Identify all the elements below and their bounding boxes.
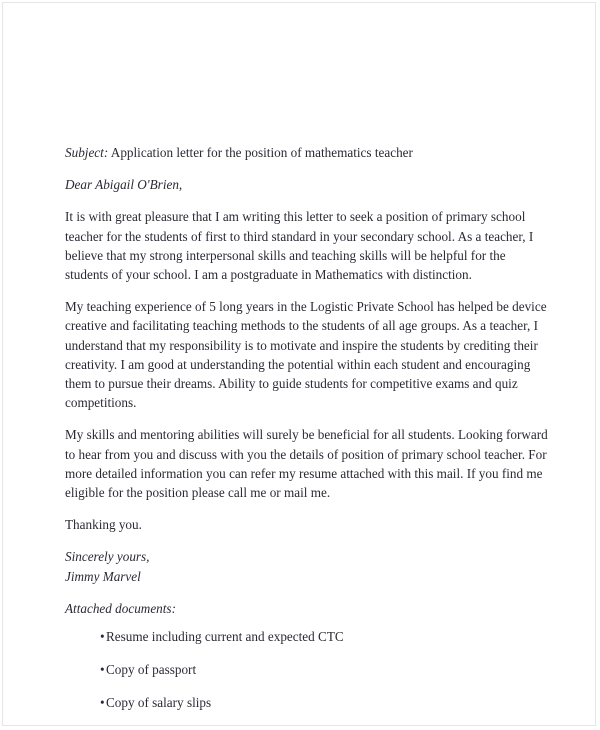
subject-line [65, 143, 549, 162]
valediction: Sincerely yours, [65, 549, 150, 565]
attached-documents-label: Attached documents: [65, 600, 176, 616]
list-item [65, 627, 549, 646]
body-paragraph-3: My skills and mentoring abilities will surely be beneficial for all students. Looking forward to hear from you and discuss with you the details of position of primary school teacher. For more detailed information you can refer my resume attached with this mail. If you find me eligible for the position please call me or mail me. [65, 427, 548, 501]
attachment-text: Resume including current and expected CTC [106, 629, 344, 645]
list-item [65, 693, 549, 712]
list-item [65, 660, 549, 679]
document-page [2, 2, 596, 726]
body-paragraph-2: My teaching experience of 5 long years in the Logistic Private School has helped be device creative and facilitating teaching methods to the students of all age groups. As a teacher, I understand that my responsibility is to motivate and inspire the students by crediting their creativity. I am good at understanding the potential within each student and encouraging them to pursue their dreams. Ability to guide students for competitive exams and quiz competitions. [65, 299, 547, 411]
salutation: Dear Abigail O'Brien, [65, 177, 183, 193]
bullet-icon: • [100, 662, 105, 678]
subject-text: Application letter for the position of mathematics teacher [110, 145, 413, 160]
subject-label: Subject: [65, 145, 109, 160]
attachment-text: Copy of salary slips [106, 695, 212, 711]
bullet-icon: • [100, 695, 105, 711]
thanking-line: Thanking you. [65, 517, 142, 533]
attachment-text: Copy of passport [106, 662, 197, 678]
letter-body [65, 143, 549, 726]
body-paragraph-1: It is with great pleasure that I am writing this letter to seek a position of primary school teacher for the students of first to third standard in your secondary school. As a teacher, I believe that my strong interpersonal skills and teaching skills will be helpful for the students of your school. I am a postgraduate in Mathematics with distinction. [65, 209, 534, 283]
bullet-icon: • [100, 629, 105, 645]
closing-block [65, 547, 549, 585]
sender-name: Jimmy Marvel [65, 568, 141, 584]
attachment-list [65, 627, 549, 713]
